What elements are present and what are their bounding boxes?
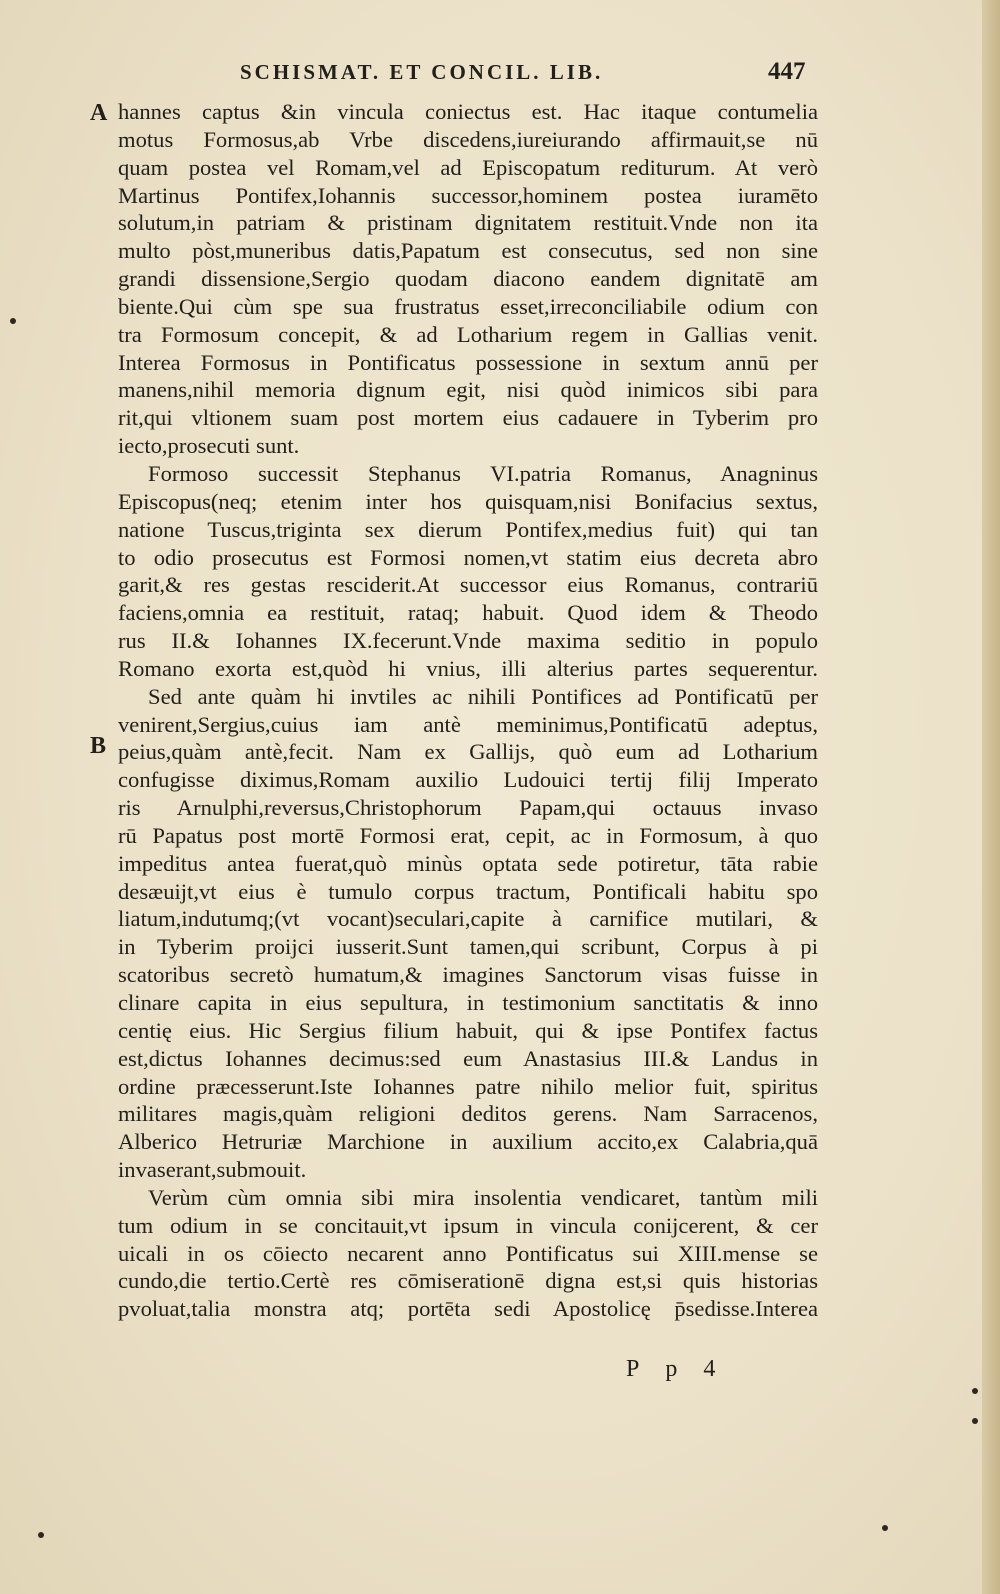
text-line: venirent,Sergius,cuius iam antè meminimus,Pontificatū adeptus,	[118, 711, 818, 737]
text-line: rū Papatus post mortē Formosi erat, cepit, ac in Formosum, à quo	[118, 822, 818, 848]
text-line: Formoso successit Stephanus VI.patria Romanus, Anagninus	[148, 460, 818, 486]
text-line: solutum,in patriam & pristinam dignitatem restituit.Vnde non ita	[118, 210, 818, 236]
text-line: est,dictus Iohannes decimus:sed eum Anastasius III.& Landus in	[118, 1045, 818, 1071]
text-line: pvoluat,talia monstra atq; portēta sedi Apostolicę p̄sedisse.Interea	[118, 1296, 818, 1322]
text-line: biente.Qui cùm spe sua frustratus esset,irreconciliabile odium con	[118, 293, 818, 319]
text-line: natione Tuscus,triginta sex dierum Pontifex,medius fuit) qui tan	[118, 516, 818, 542]
text-line: garit,& res gestas resciderit.At successor eius Romanus, contrariū	[118, 572, 818, 598]
text-line: cundo,die tertio.Certè res cōmiserationē digna est,si quis historias	[118, 1268, 818, 1294]
text-line: rus II.& Iohannes IX.fecerunt.Vnde maxima seditio in populo	[118, 628, 818, 654]
text-line: liatum,indutumq;(vt vocant)seculari,capite à carnifice mutilari, &	[118, 906, 818, 932]
text-line: Romano exorta est,quòd hi vnius, illi alterius partes sequerentur.	[118, 655, 818, 681]
text-line: faciens,omnia ea restituit, rataq; habuit. Quod idem & Theodo	[118, 600, 818, 626]
text-line: militares magis,quàm religioni deditos gerens. Nam Sarracenos,	[118, 1101, 818, 1127]
text-line: rit,qui vltionem suam post mortem eius cadauere in Tyberim pro	[118, 405, 818, 431]
page-number: 447	[768, 58, 806, 85]
text-line: Episcopus(neq; etenim inter hos quisquam,nisi Bonifacius sextus,	[118, 488, 818, 514]
text-line: scatoribus secretò humatum,& imagines Sanctorum visas fuisse in	[118, 962, 818, 988]
text-line: manens,nihil memoria dignum egit, nisi quòd inimicos sibi para	[118, 377, 818, 403]
body-text	[118, 98, 818, 1323]
signature-mark	[626, 1356, 741, 1383]
text-line: tum odium in se concitauit,vt ipsum in vincula conijcerent, & cer	[118, 1212, 818, 1238]
ink-speck	[882, 1525, 888, 1531]
text-line: iecto,prosecuti sunt.	[118, 433, 300, 459]
text-line: multo pòst,muneribus datis,Papatum est consecutus, sed non sine	[118, 238, 818, 264]
running-title: SCHISMAT. ET CONCIL. LIB.	[240, 60, 604, 84]
text-line: invaserant,submouit.	[118, 1157, 307, 1183]
ink-speck	[10, 318, 16, 324]
ink-speck	[972, 1388, 978, 1394]
text-line: quam postea vel Romam,vel ad Episcopatum rediturum. At verò	[118, 154, 818, 180]
page-edge-shadow	[982, 0, 1000, 1594]
text-line: tra Formosum concepit, & ad Lotharium regem in Gallias venit.	[118, 321, 818, 347]
text-line: uicali in os cōiecto necarent anno Pontificatus sui XIII.mense se	[118, 1240, 818, 1266]
signature-letters: Pp	[626, 1356, 704, 1382]
text-line: Alberico Hetruriæ Marchione in auxilium accito,ex Calabria,quā	[118, 1129, 818, 1155]
ink-speck	[972, 1418, 978, 1424]
text-line: in Tyberim proijci iusserit.Sunt tamen,qui scribunt, Corpus à pi	[118, 934, 818, 960]
text-line: Sed ante quàm hi invtiles ac nihili Pontifices ad Pontificatū per	[148, 683, 818, 709]
text-line: Verùm cùm omnia sibi mira insolentia vendicaret, tantùm mili	[148, 1184, 818, 1210]
text-line: grandi dissensione,Sergio quodam diacono eandem dignitatē am	[118, 266, 818, 292]
text-line: centię eius. Hic Sergius filium habuit, qui & ipse Pontifex factus	[118, 1017, 818, 1043]
text-line: hannes captus &in vincula coniectus est. Hac itaque contumelia	[118, 99, 818, 124]
text-line: desæuijt,vt eius è tumulo corpus tractum, Pontificali habitu spo	[118, 878, 818, 904]
text-line: motus Formosus,ab Vrbe discedens,iureiurando affirmauit,se nū	[118, 126, 818, 152]
ink-speck	[38, 1532, 44, 1538]
margin-letter-a: A	[90, 100, 108, 126]
text-line: Martinus Pontifex,Iohannis successor,hominem postea iuramēto	[118, 182, 818, 208]
text-line: impeditus antea fuerat,quò minùs optata sede potiretur, tāta rabie	[118, 850, 818, 876]
signature-number: 4	[703, 1356, 742, 1382]
text-line: Interea Formosus in Pontificatus possessione in sextum annū per	[118, 349, 818, 375]
text-line: ordine præcesserunt.Iste Iohannes patre nihilo melior fuit, spiritus	[118, 1073, 818, 1099]
text-line: ris Arnulphi,reversus,Christophorum Papam,qui octauus invaso	[118, 795, 818, 821]
margin-letter-b: B	[90, 733, 107, 759]
text-line: clinare capita in eius sepultura, in testimonium sanctitatis & inno	[118, 990, 818, 1015]
text-line: confugisse diximus,Romam auxilio Ludouici tertij filij Imperato	[118, 767, 818, 793]
text-line: peius,quàm antè,fecit. Nam ex Gallijs, quò eum ad Lotharium	[118, 739, 818, 765]
text-line: to odio prosecutus est Formosi nomen,vt statim eius decreta abro	[118, 544, 818, 570]
